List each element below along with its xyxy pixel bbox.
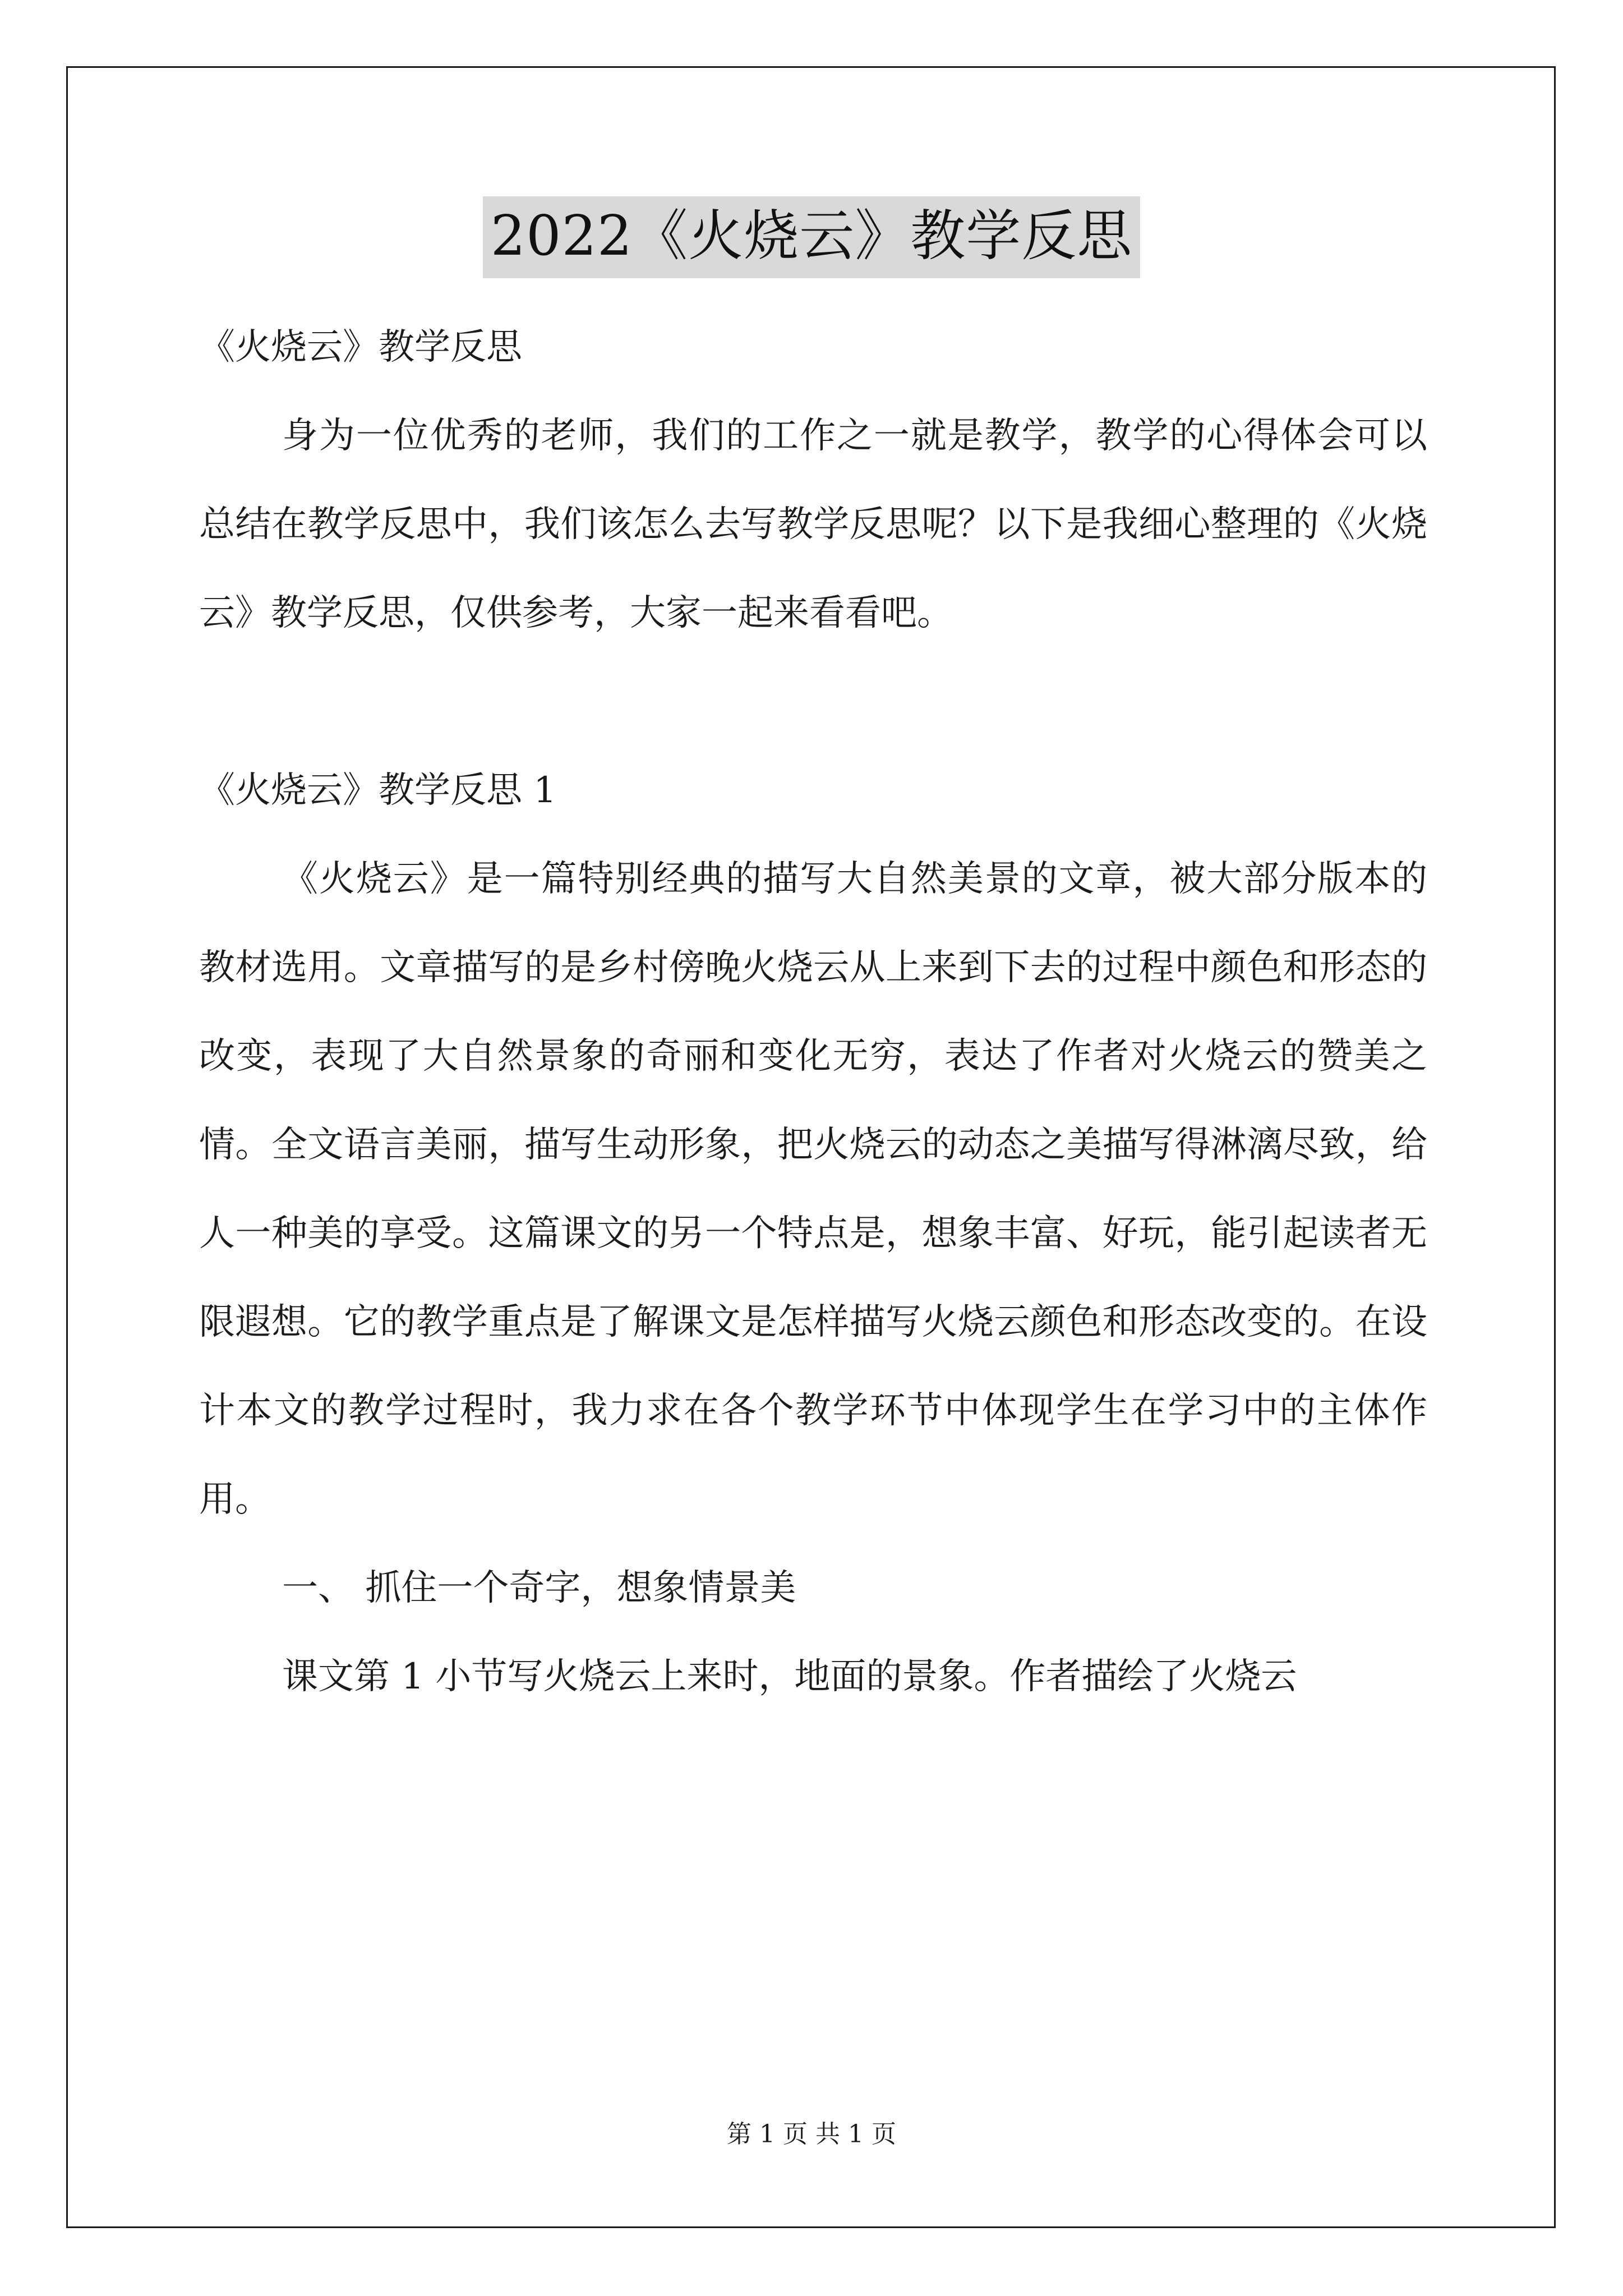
subtitle-heading: 《火烧云》教学反思 (199, 326, 522, 368)
title-wrapper (0, 196, 1623, 278)
blank-line (199, 657, 1427, 746)
document-title: 2022《火烧云》教学反思 (483, 196, 1140, 278)
section-paragraph: 《火烧云》是一篇特别经典的描写大自然美景的文章，被大部分版本的教材选用。文章描写的是乡村傍晚火烧云从上来到下去的过程中颜色和形态的改变，表现了大自然景象的奇丽和变化无穷，表达了作者对火烧云的赞美之情。全文语言美丽，描写生动形象，把火烧云的动态之美描写得淋漓尽致，给人一种美的享受。这篇课文的另一个特点是，想象丰富、好玩，能引起读者无限遐想。它的教学重点是了解课文是怎样描写火烧云颜色和形态改变的。在设计本文的教学过程时，我力求在各个教学环节中体现学生在学习中的主体作用。 (199, 858, 1427, 1520)
point-heading: 一、 抓住一个奇字，想象情景美 (282, 1567, 796, 1609)
point-paragraph: 课文第 1 小节写火烧云上来时，地面的景象。作者描绘了火烧云 (282, 1656, 1297, 1697)
document-body (199, 303, 1427, 1721)
page-footer: 第 1 页 共 1 页 (727, 2120, 896, 2148)
intro-paragraph: 身为一位优秀的老师，我们的工作之一就是教学，教学的心得体会可以总结在教学反思中，我们该怎么去写教学反思呢？以下是我细心整理的《火烧云》教学反思，仅供参考，大家一起来看看吧。 (199, 415, 1427, 634)
section-heading: 《火烧云》教学反思 1 (199, 770, 557, 811)
